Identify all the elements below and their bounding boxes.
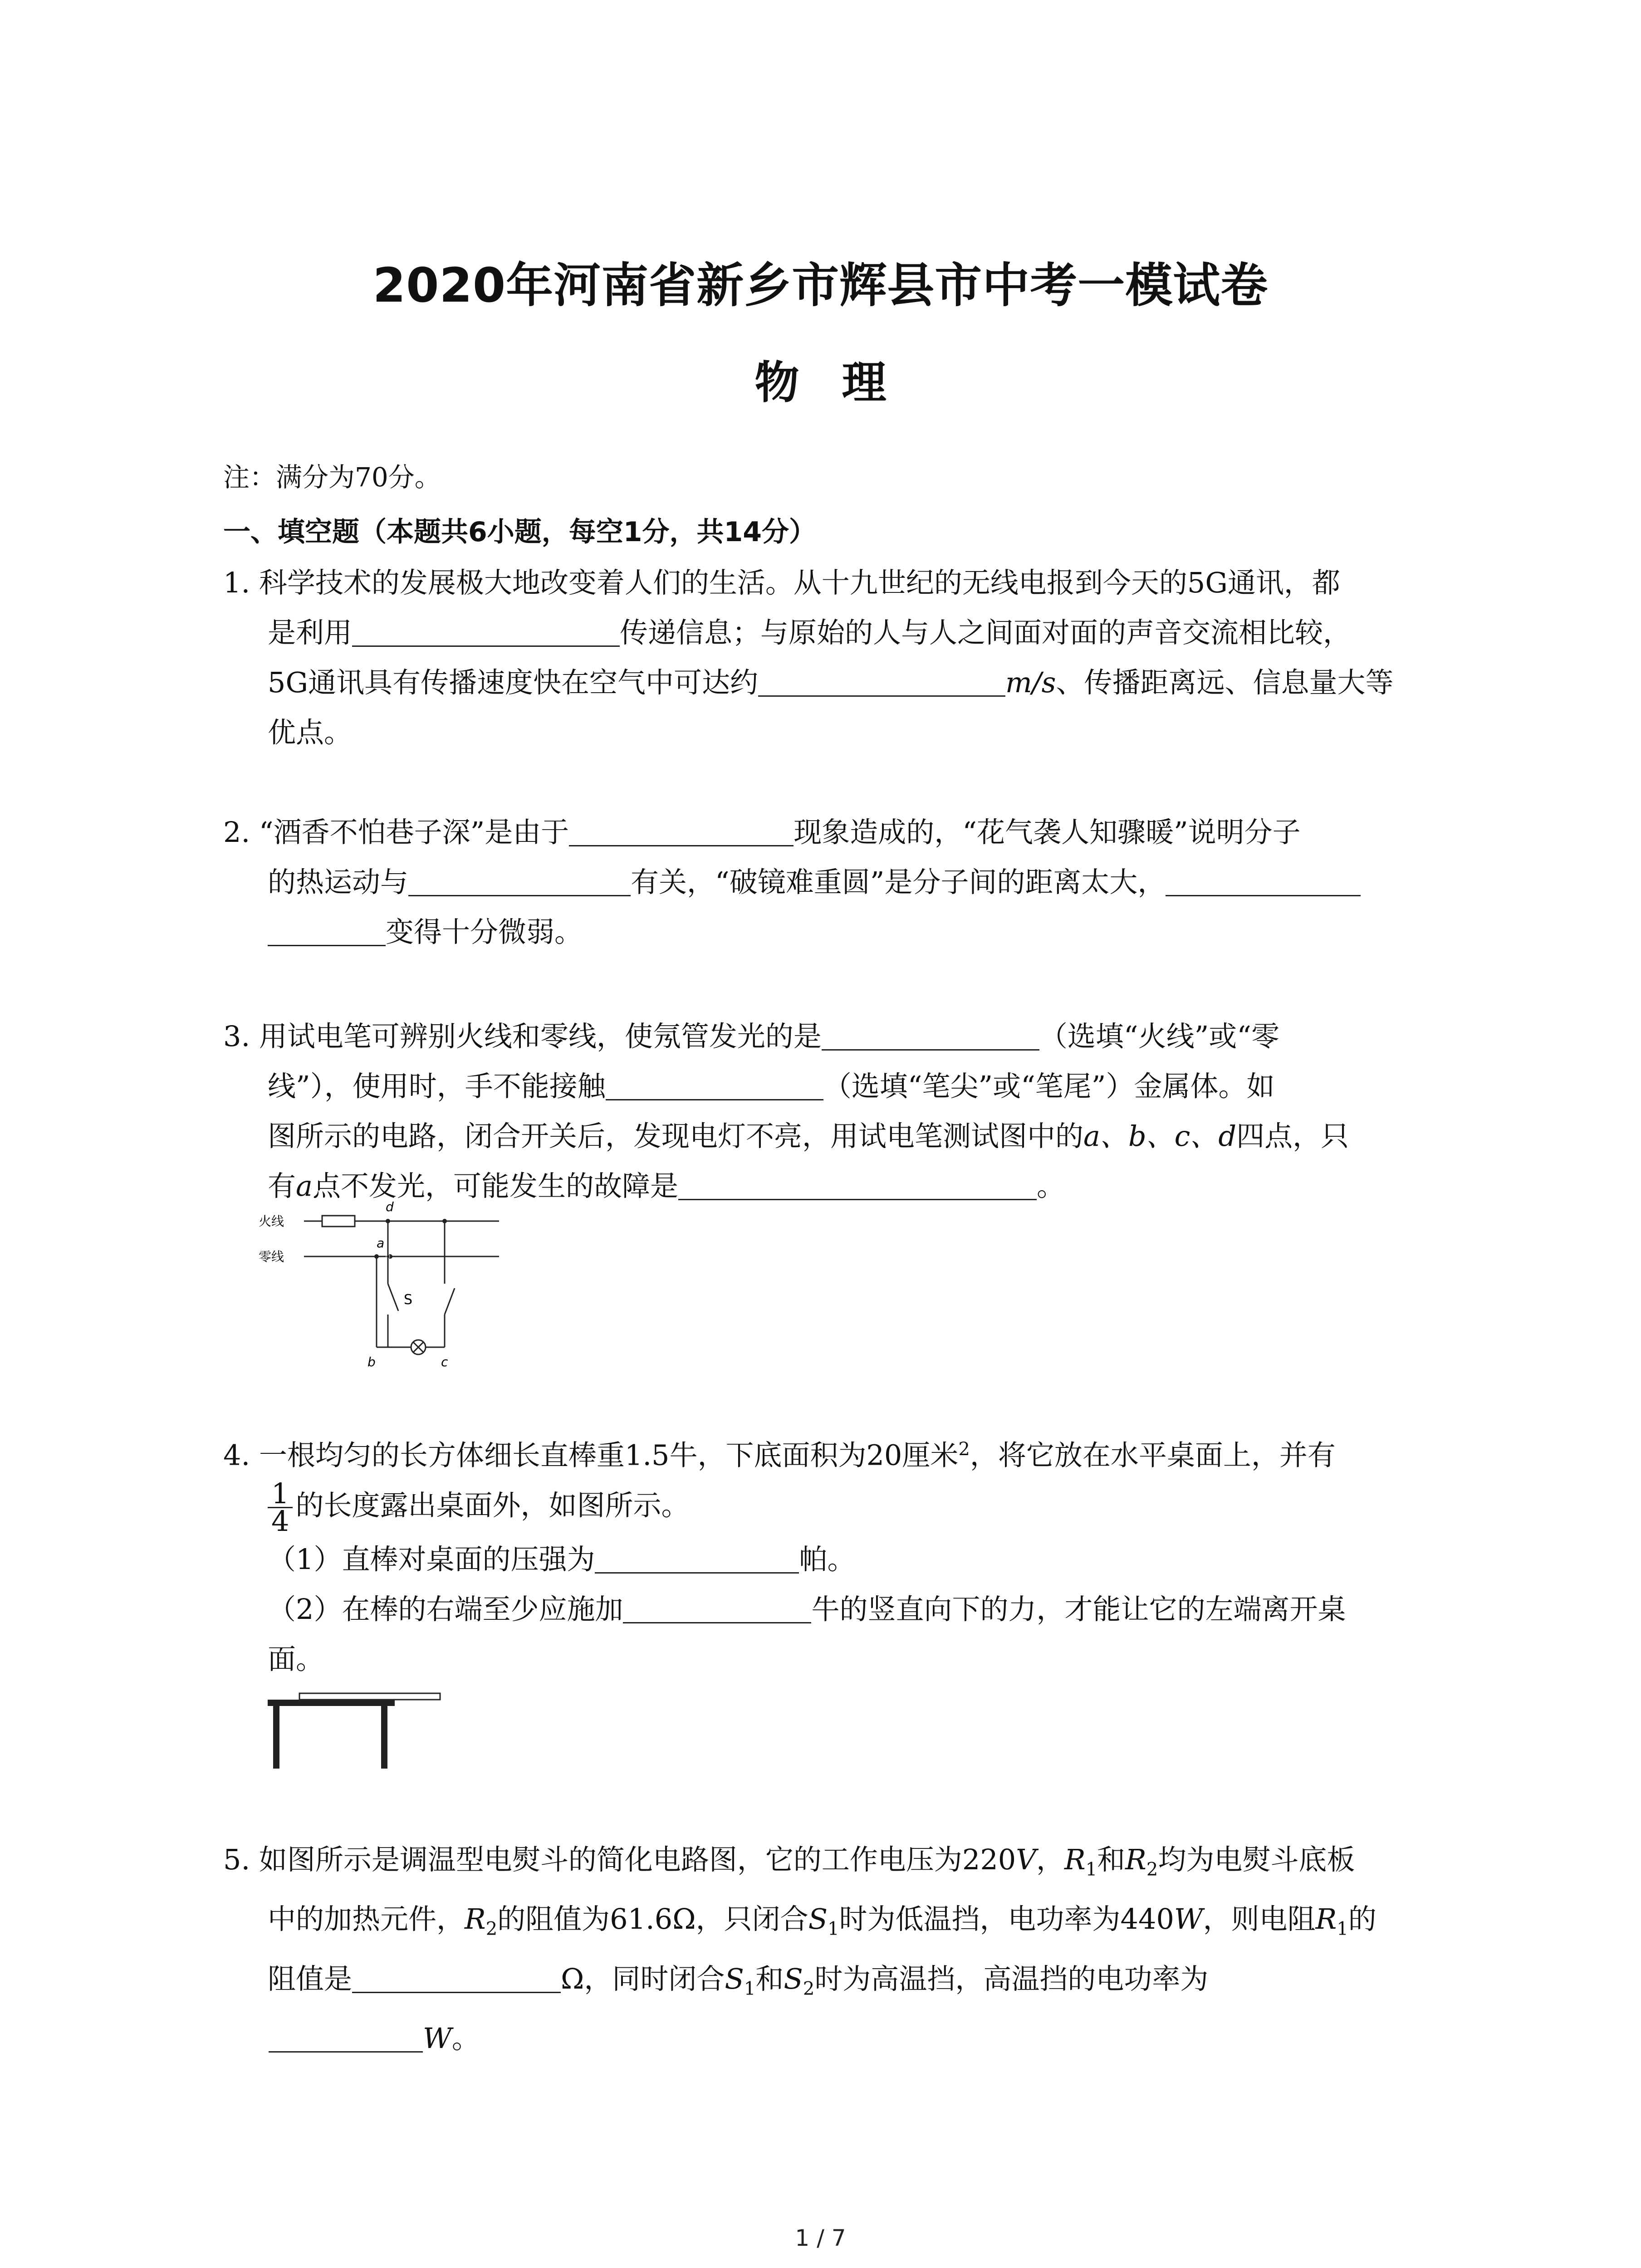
question-text: （选填“笔尖”或“笔尾”）金属体。如 — [823, 1070, 1275, 1103]
question-number: 1. — [223, 566, 250, 599]
answer-blank[interactable] — [1166, 863, 1361, 896]
point-b-label: b — [367, 1354, 376, 1369]
question-text: “酒香不怕巷子深”是由于 — [259, 816, 569, 849]
question-text: 是利用 — [268, 616, 353, 649]
question-text: 变得十分微弱。 — [386, 915, 583, 948]
question-text: （1）直棒对桌面的压强为 — [268, 1543, 595, 1576]
fraction: $\frac{1}{4}$ — [268, 1481, 293, 1535]
question-text: 的长度露出桌面外，如图所示。 — [295, 1488, 690, 1522]
question-text: 阻值是 — [268, 1962, 353, 1995]
question-text: 的热运动与 — [268, 865, 409, 899]
question-text: （2）在棒的右端至少应施加 — [268, 1593, 623, 1626]
question-text: 牛的竖直向下的力，才能让它的左端离开桌 — [811, 1593, 1346, 1626]
rod-icon — [299, 1693, 440, 1700]
answer-blank[interactable] — [678, 1167, 1037, 1200]
answer-blank[interactable] — [822, 1017, 1039, 1051]
circuit-diagram — [254, 1198, 508, 1370]
answer-blank[interactable] — [268, 913, 386, 946]
question-text: （选填“火线”或“零 — [1039, 1020, 1279, 1053]
question-5: 5. 如图所示是调温型电熨斗的简化电路图，它的工作电压为220V，$R_1$和$R_2$均为电熨斗底板 中的加热元件，$R_2$的阻值为61.6Ω，只闭合$S_1$时为低温挡，电功率为440W，则电阻$R_1$的 阻值是 Ω，同时闭合$S_1$和$S_2$时为高温挡，高温挡的电功率为 W。 — [223, 1843, 1376, 2055]
point-a-label: a — [377, 1236, 385, 1251]
question-text: 优点。 — [268, 716, 353, 749]
answer-blank[interactable] — [569, 813, 794, 846]
question-text: 点不发光，可能发生的故障是 — [312, 1169, 678, 1202]
question-text: 均为电熨斗底板 — [1158, 1843, 1355, 1876]
question-text: 时为高温挡，高温挡的电功率为 — [814, 1962, 1209, 1995]
question-text: 帕。 — [799, 1543, 856, 1576]
question-text: 图所示的电路，闭合开关后，发现电灯不亮，用试电笔测试图中的 — [268, 1119, 1084, 1153]
question-text: 传递信息；与原始的人与人之间面对面的声音交流相比较， — [620, 616, 1352, 649]
point-labels: a、b、c、d — [1083, 1119, 1237, 1153]
question-text: 有 — [268, 1169, 296, 1202]
answer-blank[interactable] — [408, 863, 631, 896]
question-text: 线”），使用时，手不能接触 — [268, 1070, 606, 1103]
question-text: 中的加热元件， — [268, 1902, 465, 1936]
question-text: 现象造成的，“花气袭人知骤暖”说明分子 — [794, 816, 1301, 849]
question-text: 。 — [1037, 1169, 1065, 1202]
answer-blank[interactable] — [595, 1540, 799, 1574]
page-number: 1 / 7 — [795, 2225, 846, 2251]
question-text: 5G通讯具有传播速度快在空气中可达约 — [268, 666, 758, 699]
question-2 — [223, 807, 1448, 957]
exam-title: 2020年河南省新乡市辉县市中考一模试卷 — [372, 258, 1269, 313]
unit-text: m/s — [1005, 666, 1056, 699]
question-text: 、传播距离远、信息量大等 — [1056, 666, 1394, 699]
question-number: 2. — [223, 816, 250, 849]
question-1 — [223, 558, 1448, 758]
answer-blank[interactable] — [606, 1067, 823, 1100]
question-text: 面。 — [268, 1642, 324, 1676]
question-text: 科学技术的发展极大地改变着人们的生活。从十九世纪的无线电报到今天的5G通讯，都 — [259, 566, 1340, 599]
table-leg-icon — [381, 1706, 387, 1769]
score-note: 注：满分为70分。 — [223, 462, 441, 493]
question-number: 5. — [223, 1843, 250, 1876]
answer-blank[interactable] — [758, 664, 1005, 697]
switch-label: S — [404, 1292, 413, 1308]
subject-title: 物 理 — [754, 357, 887, 409]
point-c-label: c — [441, 1354, 448, 1369]
point-d-label: d — [386, 1199, 394, 1214]
answer-blank[interactable] — [352, 1960, 561, 1993]
answer-blank[interactable] — [352, 614, 620, 647]
table-top-icon — [268, 1700, 395, 1706]
table-rod-figure — [268, 1690, 449, 1771]
unit-text: V — [1016, 1843, 1036, 1876]
switch-icon — [388, 1284, 398, 1311]
answer-blank[interactable] — [269, 2019, 423, 2053]
table-leg-icon — [273, 1706, 279, 1769]
fuse-icon — [322, 1216, 355, 1227]
question-text: 一根均匀的长方体细长直棒重1.5牛，下底面积为20厘米 — [259, 1438, 959, 1472]
superscript: 2 — [958, 1439, 970, 1460]
question-text: 用试电笔可辨别火线和零线，使氖管发光的是 — [259, 1020, 822, 1053]
question-3 — [223, 1012, 1448, 1211]
question-4 — [223, 1424, 1448, 1684]
question-text: 四点，只 — [1236, 1119, 1349, 1153]
question-number: 4. — [223, 1438, 250, 1472]
section-heading: 一、填空题（本题共6小题，每空1分，共14分） — [223, 516, 816, 548]
point-label: a — [296, 1169, 313, 1202]
neutral-wire-label: 零线 — [259, 1249, 284, 1264]
question-text: 如图所示是调温型电熨斗的简化电路图，它的工作电压为220 — [259, 1843, 1016, 1876]
question-text: 有关，“破镜难重圆”是分子间的距离太大， — [631, 865, 1166, 899]
question-number: 3. — [223, 1020, 250, 1053]
answer-blank[interactable] — [623, 1590, 811, 1623]
live-wire-label: 火线 — [259, 1214, 284, 1229]
question-text: ，将它放在水平桌面上，并有 — [970, 1438, 1336, 1472]
